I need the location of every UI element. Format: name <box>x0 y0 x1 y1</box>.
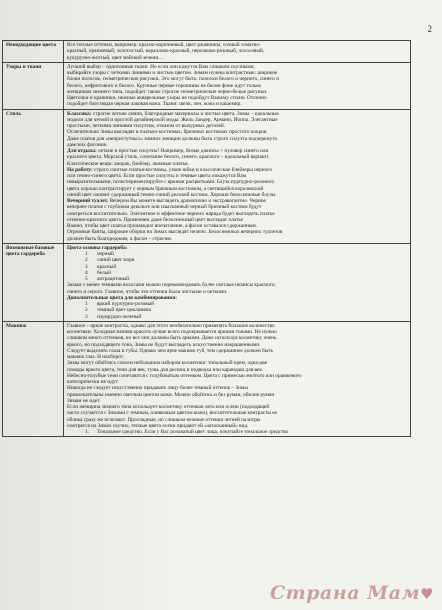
text-line: цвета хорошо контрастирует с черным брючным костюмом, а светящийся королевский <box>67 185 264 192</box>
label-makeup: Макияж <box>3 321 64 437</box>
list-number: 1 <box>85 301 88 307</box>
list-number: 1. <box>85 429 89 435</box>
text-line: Цветочки и крапинки, нежные акварельные узоры не подойдут Вашему стилю. Отлично <box>67 95 267 101</box>
text-line: синего и серого. Главное, чтобы эти оттенки были чистыми и четкими. <box>67 288 228 295</box>
row-makeup <box>3 321 411 437</box>
lead-classic: Классика: <box>67 110 92 117</box>
text-line: невыразительными, поэкспериментируйте с яркими расцветками. Блуза пурпурно-розового <box>67 179 275 186</box>
lead-work: На работу: <box>67 166 93 173</box>
text-line: Огромные банты, широкие оборки на Зимах выглядят нелепо. Белоснежных вечерних туалетов <box>67 229 283 236</box>
text-fragment: Вечером Вы можете выглядеть драматично и экстравагантно. Черное <box>108 198 266 204</box>
text-line: облика сразу же исчезают. Прохладные, но слишком нежные оттенки летней палитры <box>67 416 261 423</box>
text-line: Зимам не идет. <box>67 397 101 404</box>
lead-evening: Вечерний туалет. <box>67 198 109 204</box>
text-line: привлекательны именно светлым цветом кожи. Можно обойтись и без румян, обилие румян <box>67 391 275 398</box>
content-style <box>64 109 411 243</box>
list-text: синий цвет моря <box>97 257 135 264</box>
watermark-logo <box>270 582 434 604</box>
text-line: Никогда не следует искусственно придавать лицу более темный оттенок – Зимы <box>67 385 248 392</box>
text-line: Небесно-голубые тени сочетаются с голубоватым оттенком. Цвета с примесью желтого или оранжевого <box>67 372 302 379</box>
list-number: 5 <box>85 276 88 282</box>
text-line: модели для четкой и простой дизайнерской моды: Жиль Зандер, Армани, Йоппа. Элегантные <box>67 116 278 123</box>
text-line: Зимам с менее темными волосами можно порекомендовать более светлые нюансы красного, <box>67 282 276 289</box>
text-line: смотрятся на Зимах скучно, теплые цвета осени придают ей «затасканный» вид. <box>67 422 249 429</box>
list-number: 1 <box>85 251 88 257</box>
text-line: или темно-синего цвета. Если простые силуэты и темные цвета покажутся Вам <box>67 173 247 179</box>
text-line: красный, оранжевый, золотистый, кораллово-красный, персиково-розовый, лососевый, <box>67 48 265 55</box>
label-unsuitable-colors: Неподходящие цвета <box>3 41 64 63</box>
text-line: выбирайте узоры с четкими линиями и чистым цветом. Зимам нужны контрастные: широкие <box>67 70 278 76</box>
text-line: смотреться восхитительно. Элегантное и эффектное черного наряда будет выглядеть платье <box>67 210 275 217</box>
list-text: яркий пурпурно-розовый <box>97 301 155 307</box>
text-line: блоки полосок, геометрические рисунки. Это могут быть: полоски белого и черного, синего и <box>67 76 280 83</box>
text-line: Если женщина зимнего типа использует косметику оттенков лета или осени (подходящей <box>67 404 270 410</box>
list-text: Тональное средство. Если у Вас розоватый цвет лица, покупайте тональное средство <box>97 429 289 435</box>
text-line: Все теплые оттенки, например: красно-коричневый, цвет ржавчины, сочный томатно- <box>67 42 261 48</box>
list-item <box>67 314 407 320</box>
text-line: дамских фасонов. <box>67 141 108 148</box>
text-line: подойдет блестящая черная лаковая кожа. Ткани: шелк, лен, кожа и кашемир. <box>67 101 242 108</box>
text-line: косметики. Холодная зимняя красота лучше всего подчеркивается яркими тонами. Не нужно <box>67 329 277 335</box>
text-line: Главное – яркие контрасты, однако для этого необязательно применять большое количество <box>67 322 275 329</box>
heart-icon: ♥ <box>420 585 434 603</box>
content-patterns <box>64 62 411 109</box>
text-line: простыми, четкими линиями силуэтов, отказом от вычурных деталей. <box>67 123 226 129</box>
text-line: вечернее платье с глубоким декольте или изысканный черный брючный костюм будут <box>67 204 262 211</box>
content-unsuitable-colors <box>64 41 411 63</box>
content-makeup <box>64 321 411 437</box>
row-unsuitable-colors <box>3 41 411 63</box>
text-line: Классические вещи: анорак, блейзер, льняные платья. <box>67 160 189 167</box>
page-number: 2 <box>427 24 432 34</box>
list-text: изумрудно-зеленый <box>97 313 142 320</box>
text-line: макияж глаз. И наоборот. <box>67 354 124 360</box>
row-style <box>3 109 411 243</box>
text-line: Даже платья для «непристутных» зимних женщин должны быть строго силуэта подчеркнуто <box>67 135 278 142</box>
row-patterns <box>3 62 411 109</box>
text-line: слишком много оттенков, но все они должны быть яркими. Даже используя косметику очень <box>67 335 277 342</box>
text-line: синий цвет оживит сдержанный темно-синий деловой костюм. Хороши белоснежные блузы. <box>67 191 277 198</box>
extra-colors-title: Дополнительные цвета для комбинирования: <box>67 294 177 301</box>
text-line: Важно, чтобы цвет платья производил впечатление, а фасон оставался сдержанным. <box>67 223 258 229</box>
text-line: красного цвета. Морской стиль, сочетание белого, синего, красного – идеальный вариант. <box>67 154 270 161</box>
text-line: яркого, но подходящего тона, Зимы не будут выглядеть искусственно накрашенными. <box>67 341 261 348</box>
text-line: Зимы могут обойтись совсем небольшим набором косметики: тональный крем, одна-две <box>67 360 268 367</box>
text-line: помады яркого цвета, тени для век, тушь для ресниц и подводка или карандаш для век. <box>67 366 264 373</box>
text-line: огненно-красного цвета. Применяем даже белоснежный цвет выглядят платье <box>67 216 244 223</box>
text-line: категорически не идут. <box>67 379 119 385</box>
text-line: Следует выделять глаза и губы. Однако чем ярче макияж губ, тем сдержаннее должен быть <box>67 347 274 354</box>
text-line: часто случается с Зимами с темным, оливковым цветом кожи), восхитительные контрасты ее <box>67 410 277 417</box>
text-fragment: строгие четкие линии, благородные материалы и чистые цвета. Зимы – идеальные <box>91 110 279 117</box>
text-line: кукурузно-желтый, цвет майской зелени… <box>67 54 164 61</box>
base-colors-title: Цвета основы гардероба: <box>67 244 128 251</box>
text-fragment: строго сшитые платья-костюмы, узкие юбки и классические блейзеры черного <box>92 166 272 173</box>
label-patterns: Узоры и ткани <box>3 62 64 109</box>
text-line: должен быть благородным, а фасон – строгим. <box>67 235 173 242</box>
text-line: женщинам зимнего типа, подойдет также строгие геометрические черно-белые рисунки. <box>67 88 268 95</box>
content-base-colors <box>64 243 411 321</box>
list-number: 2 <box>85 257 88 264</box>
list-text: белый <box>97 269 112 276</box>
label-style: Стиль <box>3 109 64 243</box>
color-type-table <box>2 40 411 437</box>
text-line: Лучший выбор – однотонные ткани. Но если они кажутся Вам слишком скучными, <box>67 63 255 70</box>
label-base-colors: Возможные базовые цвета гардероба <box>3 243 64 321</box>
list-number: 3 <box>85 313 88 320</box>
list-text: красный <box>97 263 117 270</box>
list-text: черный <box>97 251 114 257</box>
list-text: антрацитовый <box>97 276 130 282</box>
list-number: 3 <box>85 263 88 270</box>
text-line: белого, нефритового и белого. Крупные черные горошины на белом фоне идут только <box>67 82 262 89</box>
text-line: Ослепительно Зимы выглядят в платьях-костюмах, брючных костюмах простого покроя. <box>67 129 268 136</box>
list-item <box>67 429 407 435</box>
watermark-text: Страна Мам <box>270 582 421 604</box>
list-number: 2 <box>85 307 88 314</box>
list-number: 4 <box>85 269 88 276</box>
lead-leisure: Для отдыха: <box>67 148 97 154</box>
row-base-colors <box>3 243 411 321</box>
text-fragment: четкие и простые силуэты! Например, белые джинсы + пуловер синего или <box>96 148 269 154</box>
list-text: темный цвет цикламена <box>97 307 151 314</box>
